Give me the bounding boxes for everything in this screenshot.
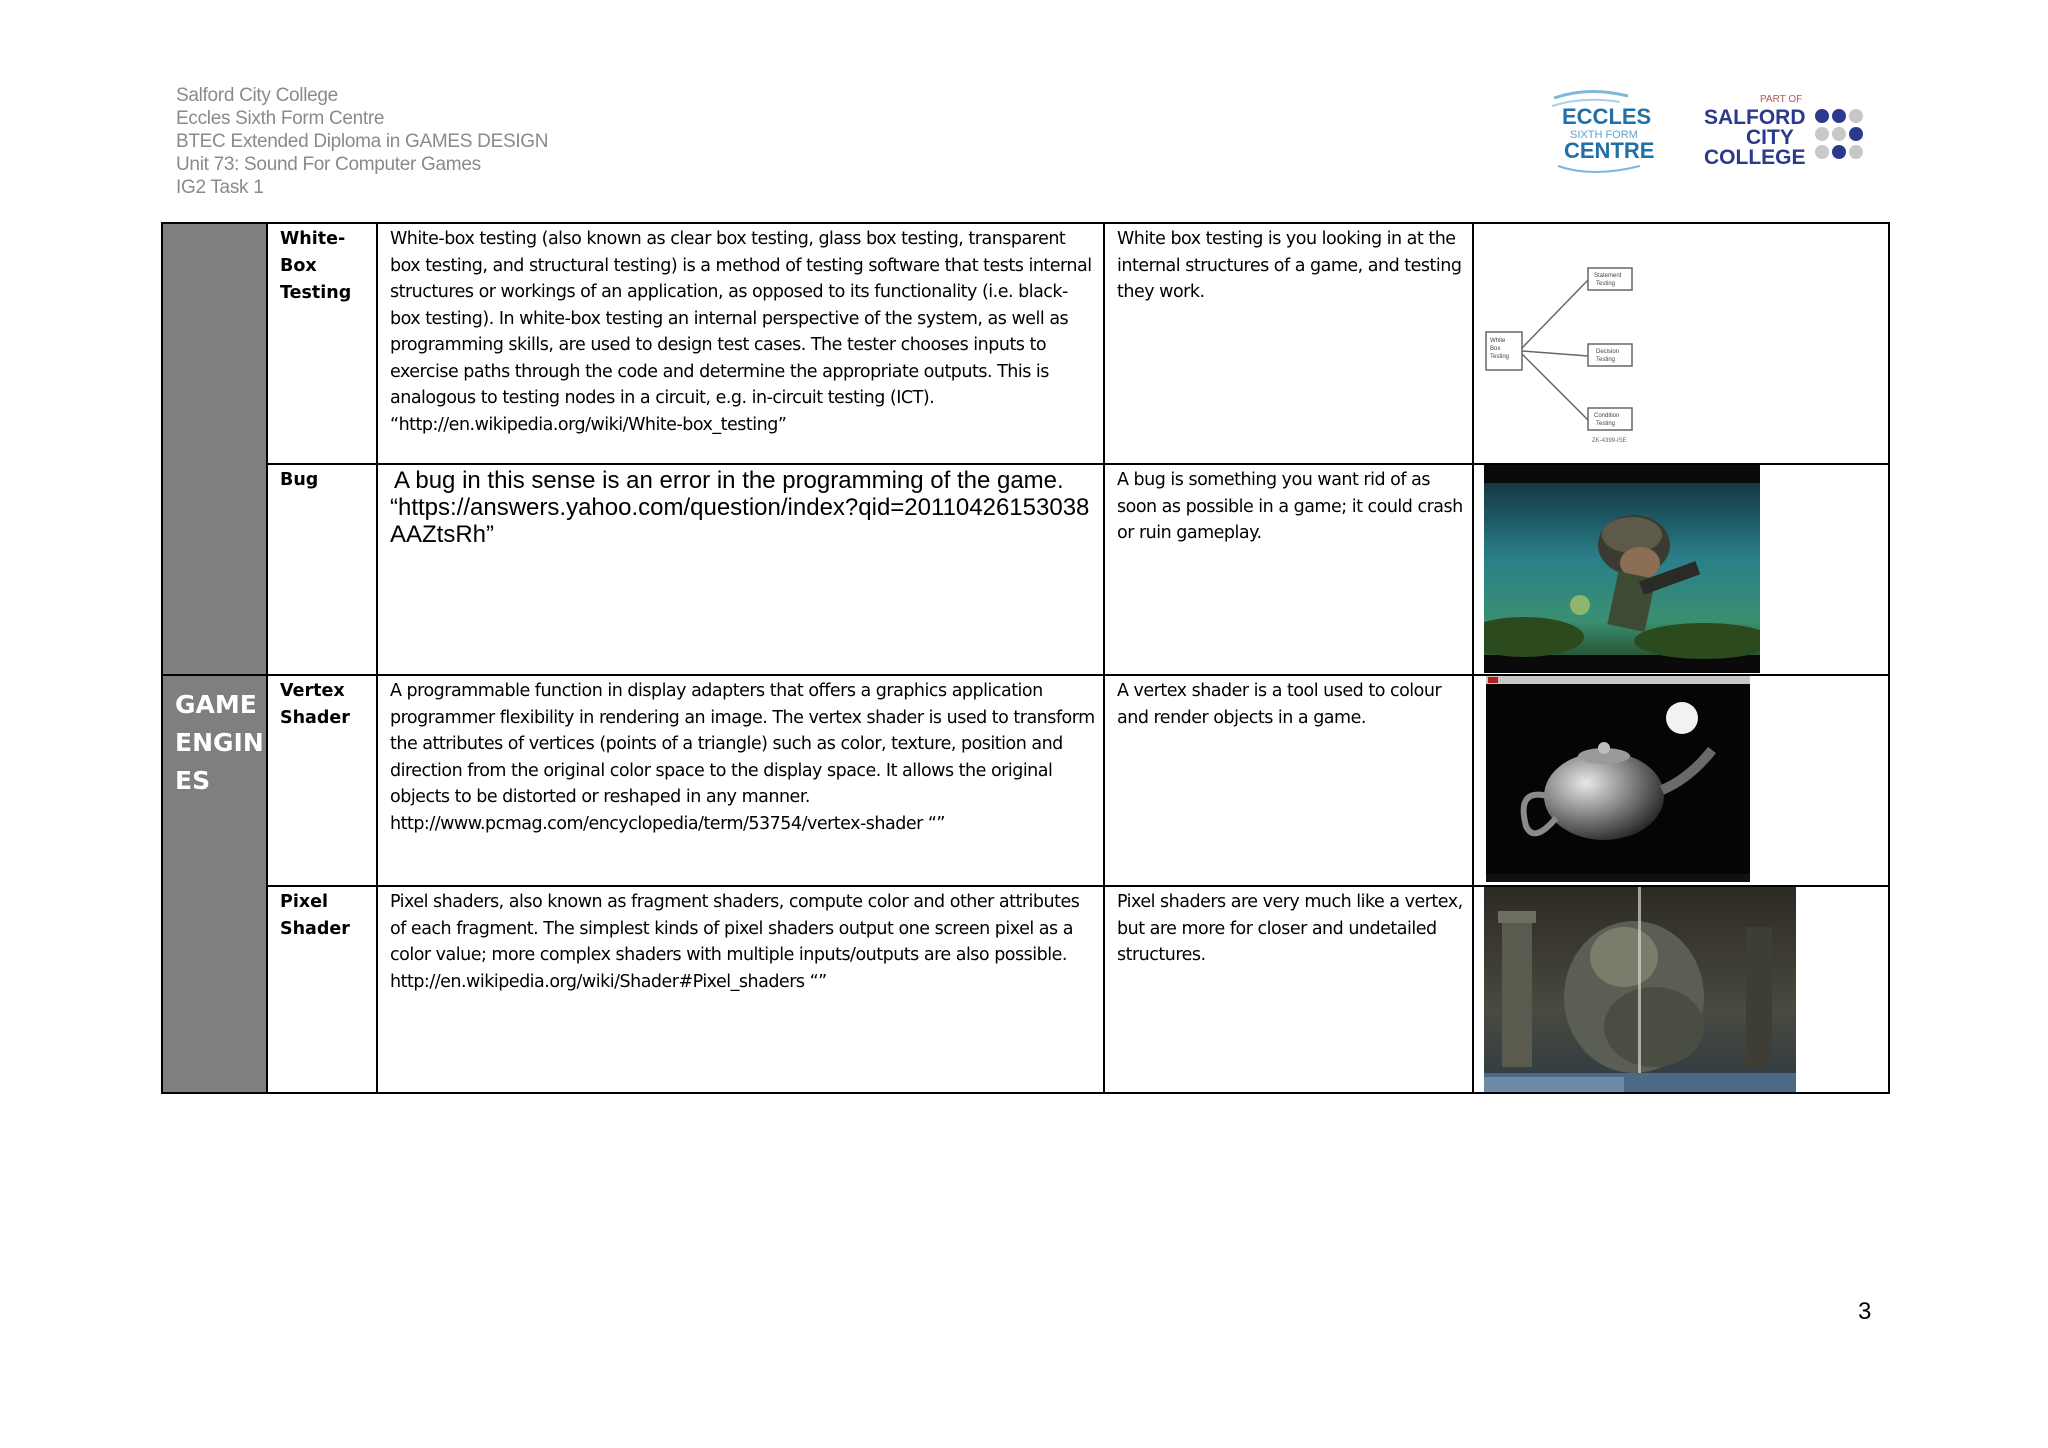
vertex-teapot-image xyxy=(1486,676,1750,882)
reference-text: “https://answers.yahoo.com/question/index?qid=20110426153038AAZtsRh” xyxy=(390,494,1090,548)
definition-text: Pixel shaders, also known as fragment shaders, compute color and other attributes of each fragment. The simplest kinds of pixel shaders output one screen pixel as a color value; more complex shaders with multiple inputs/outputs are also possible. xyxy=(390,892,1080,965)
salford-line2: CITY xyxy=(1746,126,1794,149)
header-course: BTEC Extended Diploma in GAMES DESIGN xyxy=(176,131,549,152)
definition-text: A programmable function in display adapters that offers a graphics application programmer flexibility in rendering an image. The vertex shader is used to transform the attributes of vertices (points of a triangle) such as color, texture, position and direction from the original color space to the display space. It allows the original objects to be distorted or reshaped in any manner. xyxy=(390,681,1095,807)
eccles-logo xyxy=(1552,91,1654,172)
glossary-table xyxy=(161,222,1890,1094)
image-cell xyxy=(1473,675,1889,886)
reference-text: http://en.wikipedia.org/wiki/Shader#Pixel_shaders “” xyxy=(390,971,827,992)
term-cell: Pixel Shader xyxy=(267,886,377,1093)
svg-text:Statement: Statement xyxy=(1594,273,1622,279)
college-logos xyxy=(1548,88,1878,178)
category-label: GAME ENGIN ES xyxy=(175,690,264,795)
bug-game-screenshot xyxy=(1484,465,1760,673)
table-row xyxy=(162,675,1889,886)
pixel-shader-image xyxy=(1484,887,1796,1093)
definition-cell xyxy=(377,886,1104,1093)
page-number: 3 xyxy=(1858,1298,1872,1325)
image-cell xyxy=(1473,464,1889,675)
table-row xyxy=(162,886,1889,1093)
svg-text:Decision: Decision xyxy=(1596,349,1620,355)
svg-text:Testing: Testing xyxy=(1596,281,1616,287)
own-words-cell: A bug is something you want rid of as soon as possible in a game; it could crash or ruin gameplay. xyxy=(1104,464,1473,675)
logos xyxy=(1548,88,1878,178)
diagram-caption: ZK-4399-ISE xyxy=(1592,438,1627,444)
svg-text:Testing: Testing xyxy=(1596,357,1616,363)
image-cell xyxy=(1473,223,1889,464)
term-cell: Vertex Shader xyxy=(267,675,377,886)
whitebox-diagram-image xyxy=(1484,244,1674,444)
svg-text:White: White xyxy=(1490,338,1506,344)
category-cell xyxy=(162,675,267,1093)
definition-cell xyxy=(377,223,1104,464)
own-words-cell: White box testing is you looking in at the internal structures of a game, and testing they work. xyxy=(1104,223,1473,464)
table-row xyxy=(162,223,1889,464)
table-row xyxy=(162,464,1889,675)
own-words-cell: A vertex shader is a tool used to colour and render objects in a game. xyxy=(1104,675,1473,886)
eccles-line3: CENTRE xyxy=(1564,138,1655,163)
salford-line3: COLLEGE xyxy=(1704,146,1806,169)
header-task: IG2 Task 1 xyxy=(176,177,264,198)
svg-text:Condition: Condition xyxy=(1594,413,1620,419)
header-centre: Eccles Sixth Form Centre xyxy=(176,108,385,129)
definition-text: White-box testing (also known as clear box testing, glass box testing, transparent box testing, and structural testing) is a method of testing software that tests internal structures or workings of an application, as opposed to its functionality (i.e. black-box testing). In white-box testing an internal perspective of the system, as well as programming skills, are used to design test cases. The tester chooses inputs to exercise paths through the code and determine the appropriate outputs. This is analogous to testing nodes in a circuit, e.g. in-circuit testing (ICT). xyxy=(390,229,1092,408)
category-cell-empty xyxy=(162,223,267,675)
image-cell xyxy=(1473,886,1889,1093)
reference-text: “http://en.wikipedia.org/wiki/White-box_testing” xyxy=(390,414,787,435)
svg-text:Box: Box xyxy=(1490,346,1501,352)
svg-text:Testing: Testing xyxy=(1596,421,1616,427)
reference-text: http://www.pcmag.com/encyclopedia/term/53754/vertex-shader “” xyxy=(390,813,945,834)
own-words-cell: Pixel shaders are very much like a vertex, but are more for closer and undetailed structures. xyxy=(1104,886,1473,1093)
eccles-line1: ECCLES xyxy=(1562,104,1652,129)
definition-text: A bug in this sense is an error in the programming of the game. xyxy=(394,467,1064,494)
definition-cell xyxy=(377,464,1104,675)
salford-tag: PART OF xyxy=(1760,94,1803,105)
svg-text:Testing: Testing xyxy=(1490,354,1510,360)
header-college: Salford City College xyxy=(176,85,338,106)
salford-line1: SALFORD xyxy=(1704,106,1806,129)
salford-logo xyxy=(1704,94,1863,169)
definition-cell xyxy=(377,675,1104,886)
document-header xyxy=(176,84,876,199)
term-cell: White- Box Testing xyxy=(267,223,377,464)
term-cell: Bug xyxy=(267,464,377,675)
header-unit: Unit 73: Sound For Computer Games xyxy=(176,154,481,175)
eccles-line2: SIXTH FORM xyxy=(1570,129,1638,141)
